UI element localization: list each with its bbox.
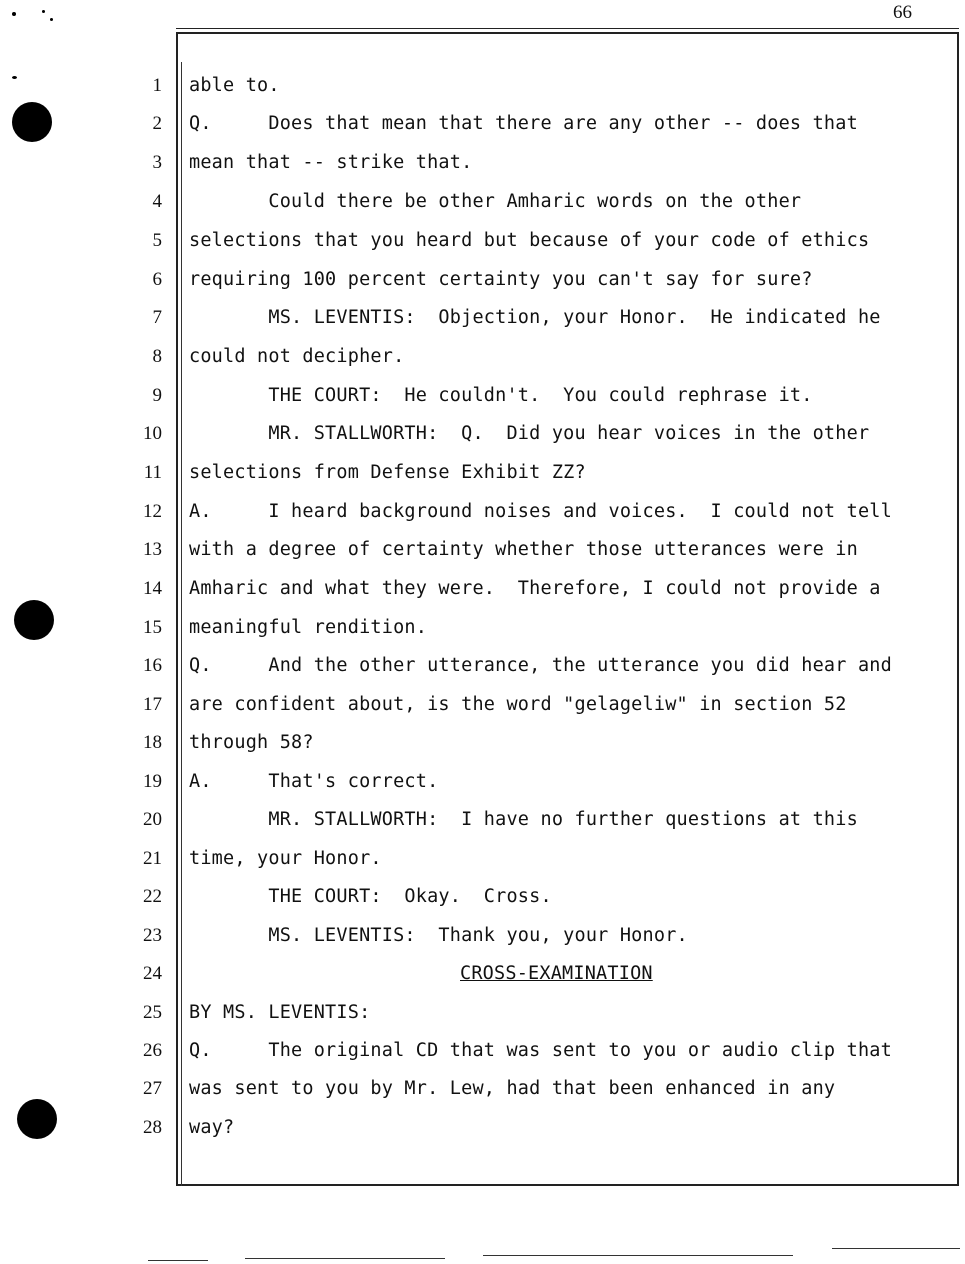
transcript-line — [0, 269, 965, 307]
line-number: 22 — [143, 886, 162, 907]
line-text: Q. And the other utterance, the utterance you did hear and — [189, 655, 892, 676]
line-number: 18 — [143, 732, 162, 753]
line-text: was sent to you by Mr. Lew, had that been enhanced in any — [189, 1078, 836, 1099]
transcript-line — [0, 1117, 965, 1155]
line-number: 24 — [143, 963, 162, 984]
transcript-line — [0, 578, 965, 616]
transcript-line — [0, 423, 965, 461]
line-text: MR. STALLWORTH: I have no further questions at this — [189, 809, 858, 830]
line-text: Q. The original CD that was sent to you or audio clip that — [189, 1040, 892, 1061]
line-text: able to. — [189, 75, 280, 96]
line-number: 19 — [143, 771, 162, 792]
line-text: mean that -- strike that. — [189, 152, 473, 173]
scan-speck — [42, 10, 45, 13]
line-number: 11 — [143, 462, 162, 483]
transcript-line — [0, 963, 965, 1001]
line-text: with a degree of certainty whether those utterances were in — [189, 539, 858, 560]
line-number: 26 — [143, 1040, 162, 1061]
section-heading: CROSS-EXAMINATION — [460, 963, 653, 984]
line-text: BY MS. LEVENTIS: — [189, 1002, 371, 1023]
transcript-line — [0, 1040, 965, 1078]
line-text: MS. LEVENTIS: Thank you, your Honor. — [189, 925, 688, 946]
transcript-line — [0, 848, 965, 886]
footer-rule — [245, 1258, 445, 1259]
line-text: through 58? — [189, 732, 314, 753]
line-text: selections from Defense Exhibit ZZ? — [189, 462, 586, 483]
line-number: 15 — [143, 617, 162, 638]
line-number: 21 — [143, 848, 162, 869]
transcript-line — [0, 152, 965, 190]
footer-rule — [832, 1248, 960, 1249]
line-text: selections that you heard but because of your code of ethics — [189, 230, 870, 251]
transcript-line — [0, 230, 965, 268]
frame-top-rule — [176, 28, 959, 29]
transcript-line — [0, 694, 965, 732]
line-text: MS. LEVENTIS: Objection, your Honor. He indicated he — [189, 307, 881, 328]
line-text: requiring 100 percent certainty you can't say for sure? — [189, 269, 813, 290]
transcript-line — [0, 539, 965, 577]
line-number: 25 — [143, 1002, 162, 1023]
line-number: 3 — [152, 152, 162, 173]
transcript-line — [0, 346, 965, 384]
transcript-line — [0, 113, 965, 151]
transcript-line — [0, 809, 965, 847]
line-number: 4 — [152, 191, 162, 212]
transcript-line — [0, 307, 965, 345]
line-number: 23 — [143, 925, 162, 946]
transcript-line — [0, 771, 965, 809]
line-number: 2 — [152, 113, 162, 134]
line-number: 6 — [152, 269, 162, 290]
footer-rule — [148, 1260, 208, 1261]
transcript-line — [0, 385, 965, 423]
line-text: time, your Honor. — [189, 848, 382, 869]
transcript-line — [0, 191, 965, 229]
line-number: 28 — [143, 1117, 162, 1138]
line-number: 5 — [152, 230, 162, 251]
transcript-line — [0, 75, 965, 113]
line-text: meaningful rendition. — [189, 617, 428, 638]
line-number: 7 — [152, 307, 162, 328]
line-number: 16 — [143, 655, 162, 676]
transcript-line — [0, 1002, 965, 1040]
line-number: 10 — [143, 423, 162, 444]
scan-speck — [12, 12, 16, 16]
line-number: 20 — [143, 809, 162, 830]
line-text: Could there be other Amharic words on the other — [189, 191, 802, 212]
transcript-line — [0, 1078, 965, 1116]
line-text: Q. Does that mean that there are any other -- does that — [189, 113, 858, 134]
line-number: 12 — [143, 501, 162, 522]
line-text: A. I heard background noises and voices. I could not tell — [189, 501, 892, 522]
scan-speck — [50, 18, 53, 21]
line-text: could not decipher. — [189, 346, 405, 367]
line-number: 27 — [143, 1078, 162, 1099]
line-number: 8 — [152, 346, 162, 367]
transcript-line — [0, 925, 965, 963]
line-number: 9 — [152, 385, 162, 406]
line-text: THE COURT: Okay. Cross. — [189, 886, 552, 907]
line-number: 13 — [143, 539, 162, 560]
line-text: Amharic and what they were. Therefore, I could not provide a — [189, 578, 881, 599]
transcript-line — [0, 617, 965, 655]
line-text: are confident about, is the word "gelageliw" in section 52 — [189, 694, 847, 715]
page-number: 66 — [893, 2, 912, 23]
footer-rule — [483, 1255, 793, 1256]
line-number: 1 — [152, 75, 162, 96]
transcript-line — [0, 886, 965, 924]
line-text: MR. STALLWORTH: Q. Did you hear voices in the other — [189, 423, 870, 444]
transcript-line — [0, 655, 965, 693]
line-number: 17 — [143, 694, 162, 715]
transcript-line — [0, 501, 965, 539]
transcript-line — [0, 462, 965, 500]
line-text: A. That's correct. — [189, 771, 439, 792]
line-text: THE COURT: He couldn't. You could rephrase it. — [189, 385, 813, 406]
line-text: way? — [189, 1117, 235, 1138]
line-number: 14 — [143, 578, 162, 599]
transcript-line — [0, 732, 965, 770]
